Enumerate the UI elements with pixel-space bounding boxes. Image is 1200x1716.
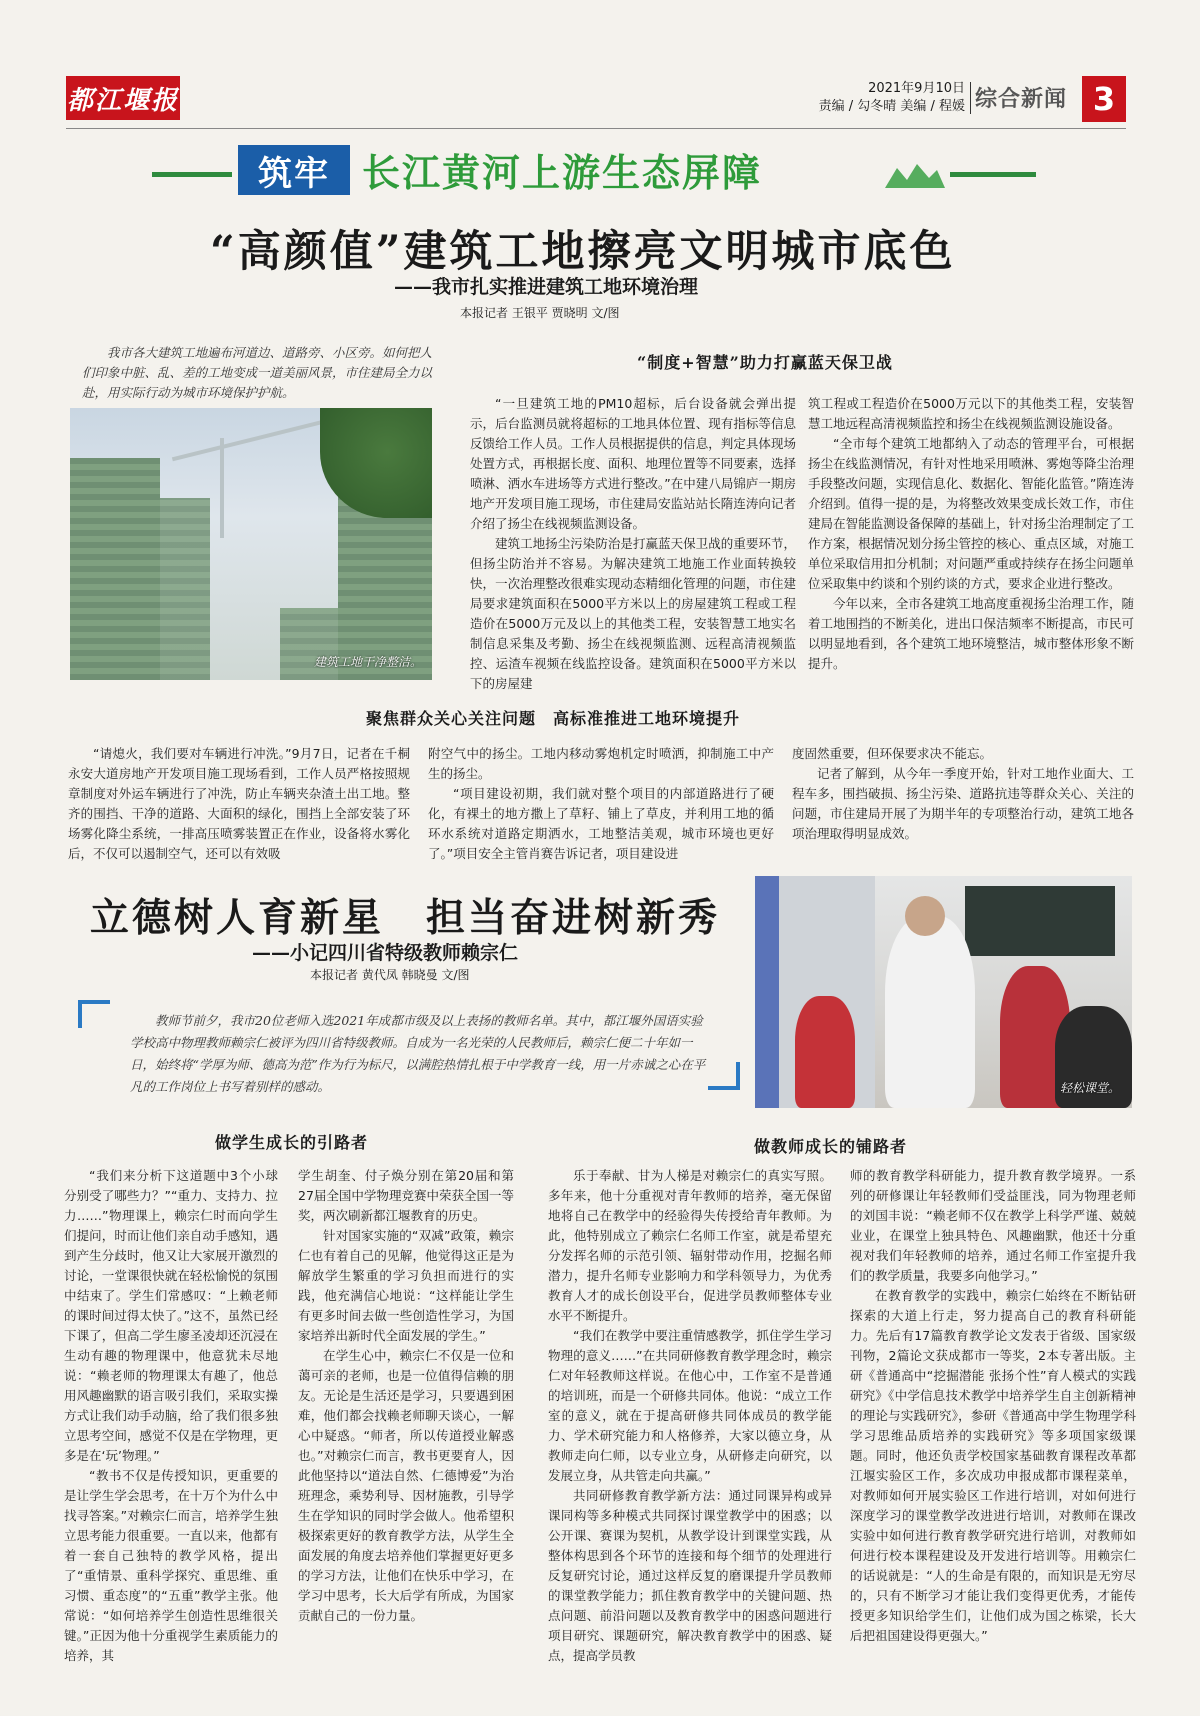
article1-column3 bbox=[68, 744, 410, 864]
banner-line-right bbox=[950, 172, 1036, 177]
article2-section2-title: 做教师成长的铺路者 bbox=[754, 1137, 908, 1156]
article1-section1-title: “制度+智慧”助力打赢蓝天保卫战 bbox=[637, 353, 893, 372]
paragraph: “一旦建筑工地的PM10超标，后台设备就会弹出提示，后台监测员就将超标的工地具体位置、现有指标等信息反馈给工作人员。工作人员根据提供的信息，判定具体现场处置方式，再根据长度、面积、地理位置等不同要素，选择喷淋、洒水车进场等方式进行整改。”在中建八局锦庐一期房地产开发项目施工现场，市住建局安监站站长隋连涛向记者介绍了扬尘在线视频监测设备。 bbox=[470, 396, 796, 531]
mountain-icon bbox=[885, 158, 945, 188]
construction-photo bbox=[70, 408, 432, 680]
paragraph: 共同研修教育教学新方法：通过同课异构或异课同构等多种模式共同探讨课堂教学中的困惑；以公开课、赛课为契机，从教学设计到课堂实践，从整体构思到各个环节的连接和每个细节的处理进行反复研究讨论，通过这样反复的磨课提升学员教师的课堂教学能力；抓住教育教学中的关键问题、热点问题、前沿问题以及教育教学中的困惑问题进行项目研究、课题研究，解决教育教学中的困惑、疑点，提高学员教 bbox=[548, 1488, 832, 1663]
article2-lede: 教师节前夕，我市20位老师入选2021年成都市级及以上表扬的教师名单。其中，都江堰外国语实验学校高中物理教师赖宗仁被评为四川省特级教师。自成为一名光荣的人民教师后，赖宗仁便二十年如一日，始终将“学厚为师、德高为范”作为行为标尺，以满腔热情扎根于中学教育一线，用一片赤诚之心在平凡的工作岗位上书写着别样的感动。 bbox=[130, 1013, 706, 1094]
article2-byline: 本报记者 黄代凤 韩晓曼 文/图 bbox=[310, 968, 470, 982]
article2-subtitle: ——小记四川省特级教师赖宗仁 bbox=[252, 942, 519, 964]
article1-lede: 我市各大建筑工地遍布河道边、道路旁、小区旁。如何把人们印象中脏、乱、差的工地变成一道美丽风景，市住建局全力以赴，用实际行动为城市环境保护护航。 bbox=[82, 345, 433, 400]
photo2-caption: 轻松课堂。 bbox=[1059, 1081, 1120, 1095]
article1-byline: 本报记者 王银平 贾晓明 文/图 bbox=[460, 306, 620, 320]
article1-subtitle: ——我市扎实推进建筑工地环境治理 bbox=[394, 276, 699, 298]
paragraph: 建筑工地扬尘污染防治是打赢蓝天保卫战的重要环节，但扬尘防治并不容易。为解决建筑工地施工作业面转换较快，一次治理整改很难实现动态精细化管理的问题，市住建局要求建筑面积在5000平方米以上的房屋建筑工程或工程造价在5000万元及以上的其他类工程，安装智慧工地实名制信息采集及考勤、扬尘在线视频监测、远程高清视频监控、运渣车视频在线监控设备。建筑面积在5000平方米以下的房屋建 bbox=[470, 536, 796, 691]
article1-column1 bbox=[470, 394, 796, 691]
photo1-caption: 建筑工地干净整洁。 bbox=[313, 655, 422, 669]
lede-bracket-bottom-right bbox=[708, 1062, 740, 1090]
classroom-photo bbox=[755, 876, 1132, 1108]
article2-column3 bbox=[548, 1166, 832, 1676]
header-info bbox=[805, 80, 965, 116]
paragraph: 学生胡奎、付子焕分别在第20届和第27届全国中学物理竞赛中荣获全国一等奖，两次刷新都江堰教育的历史。 bbox=[298, 1168, 514, 1223]
section-name: 综合新闻 bbox=[975, 87, 1068, 112]
article1-column2 bbox=[808, 394, 1134, 680]
banner-title: 长江黄河上游生态屏障 bbox=[362, 151, 763, 195]
article1-section2-title: 聚焦群众关心关注问题 高标准推进工地环境提升 bbox=[366, 709, 741, 728]
paragraph: “请熄火，我们要对车辆进行冲洗。”9月7日，记者在千桐永安大道房地产开发项目施工现场看到，工作人员严格按照规章制度对外运车辆进行了冲洗，防止车辆夹杂渣土出工地。整齐的围挡、干净的道路、大面积的绿化，围挡上全部安装了环场雾化降尘系统，一排高压喷雾装置正在作业，设备将水雾化后，不仅可以遏制空气，还可以有效吸 bbox=[68, 746, 410, 861]
paragraph: “我们在教学中要注重情感教学，抓住学生学习物理的意义……”在共同研修教育教学理念时，赖宗仁对年轻教师这样说。在他心中，工作室不是普通的培训班，而是一个研修共同体。他说：“成立工作室的意义，就在于提高研修共同体成员的教学能力、学术研究能力和人格修养，大家以德立身，从教师走向仁师，以专业立身，从研修走向研究，以发展立身，从共管走向共赢。” bbox=[548, 1328, 832, 1483]
banner-box: 筑牢 bbox=[238, 145, 350, 195]
paragraph: 度固然重要，但环保要求决不能忘。 bbox=[792, 746, 993, 761]
page-number: 3 bbox=[1082, 76, 1126, 122]
paragraph: 师的教育教学科研能力，提升教育教学境界。一系列的研修课让年轻教师们受益匪浅，同为物理老师的刘国丰说：“赖老师不仅在教学上科学严谨、兢兢业业，在课堂上独具特色、风趣幽默，他还十分重视对我们年轻教师的培养，通过名师工作室提升我们的教学质量，我要多向他学习。” bbox=[850, 1168, 1136, 1283]
editors: 责编 / 勾冬晴 美编 / 程媛 bbox=[818, 99, 965, 114]
issue-date: 2021年9月10日 bbox=[868, 81, 965, 96]
header-rule bbox=[66, 128, 1126, 129]
paragraph: 针对国家实施的“双减”政策，赖宗仁也有着自己的见解，他觉得这正是为解放学生繁重的学习负担而进行的实践，他充满信心地说：“这样能让学生有更多时间去做一些创造性学习，为国家培养出新时代全面发展的学生。” bbox=[298, 1228, 514, 1343]
article1-title: “高颜值”建筑工地擦亮文明城市底色 bbox=[210, 227, 956, 277]
article1-column4 bbox=[428, 744, 774, 864]
article2-title: 立德树人育新星 担当奋进树新秀 bbox=[90, 895, 721, 941]
paragraph: 筑工程或工程造价在5000万元以下的其他类工程，安装智慧工地远程高清视频监控和扬尘在线视频监测设施设备。 bbox=[808, 396, 1134, 431]
article2-column4 bbox=[850, 1166, 1136, 1676]
paragraph: 乐于奉献、甘为人梯是对赖宗仁的真实写照。多年来，他十分重视对青年教师的培养，毫无保留地将自己在教学中的经验得失传授给青年教师。为此，他特别成立了赖宗仁名师工作室，就是希望充分发挥名师的示范引领、辐射带动作用，挖掘名师潜力，提升名师专业影响力和学科领导力，为优秀教育人才的成长创设平台，促进学员教师整体专业水平不断提升。 bbox=[548, 1168, 832, 1323]
article2-column1 bbox=[64, 1166, 278, 1676]
paragraph: 今年以来，全市各建筑工地高度重视扬尘治理工作，随着工地围挡的不断美化，进出口保洁频率不断提高，市民可以明显地看到，各个建筑工地环境整洁，城市整体形象不断提升。 bbox=[808, 596, 1134, 671]
paragraph: “项目建设初期，我们就对整个项目的内部道路进行了硬化，有裸土的地方撒上了草籽、铺上了草皮，并利用工地的循环水系统对道路定期洒水，工地整洁美观，城市环境也更好了。”项目安全主管肖赛告诉记者，项目建设进 bbox=[428, 786, 774, 861]
paragraph: 在教育教学的实践中，赖宗仁始终在不断钻研探索的大道上行走，努力提高自己的教育科研能力。先后有17篇教育教学论文发表于省级、国家级刊物，2篇论文获成都市一等奖，2本专著出版。主研《普通高中“挖掘潜能 张扬个性”育人模式的实践研究》《中学信息技术教学中培养学生自主创新精神的理论与实践研究》，参研《普通高中学生物理学科学习思维品质培养的实践研究》等多项国家级课题。同时，他还负责学校国家基础教育课程改革都江堰实验区工作，多次成功申报成都市课程菜单，对教师如何开展实验区工作进行培训，对如何进行深度学习的课堂教学改进进行培训，对教师在课改实验中如何进行教育教学研究进行培训，对教师如何进行校本课程建设及开发进行培训等。用赖宗仁的话说就是：“人的生命是有限的，而知识是无穷尽的，只有不断学习才能让我们变得更优秀，才能传授更多知识给学生们，让他们成为国之栋梁，长大后把祖国建设得更强大。” bbox=[850, 1288, 1136, 1643]
article1-column5 bbox=[792, 744, 1134, 864]
newspaper-logo: 都江堰报 bbox=[66, 76, 180, 120]
header-divider bbox=[970, 82, 971, 114]
article2-column2 bbox=[298, 1166, 514, 1676]
paragraph: 在学生心中，赖宗仁不仅是一位和蔼可亲的老师，也是一位值得信赖的朋友。无论是生活还是学习，只要遇到困难，他们都会找赖老师聊天谈心，一解心中疑惑。“师者，所以传道授业解惑也。”对赖宗仁而言，教书更要育人，因此他坚持以“道法自然、仁德博爱”为治班理念，乘势利导、因材施教，引导学生在学知识的同时学会做人。他希望积极探索更好的教育教学方法，从学生全面发展的角度去培养他们掌握更好更多的学习方法，让他们在快乐中学习，在学习中思考，长大后学有所成，为国家贡献自己的一份力量。 bbox=[298, 1348, 514, 1623]
paragraph: “教书不仅是传授知识，更重要的是让学生学会思考，在十万个为什么中找寻答案。”对赖宗仁而言，培养学生独立思考能力很重要。一直以来，他都有着一套自己独特的教学风格，提出了“重情景、重科学探究、重思维、重习惯、重态度”的“五重”教学主张。他常说：“如何培养学生创造性思维很关键。”正因为他十分重视学生素质能力的培养，其 bbox=[64, 1468, 278, 1663]
paragraph: 附空气中的扬尘。工地内移动雾炮机定时喷洒，抑制施工中产生的扬尘。 bbox=[428, 746, 774, 781]
article2-section1-title: 做学生成长的引路者 bbox=[215, 1133, 369, 1152]
lede-bracket-top-left bbox=[78, 1000, 110, 1028]
banner-line-left bbox=[152, 172, 232, 177]
paragraph: “我们来分析下这道题中3个小球分别受了哪些力？”“重力、支持力、拉力……”物理课上，赖宗仁时而向学生们提问，时而让他们亲自动手感知，遇到产生分歧时，他又让大家展开激烈的讨论，一堂课很快就在轻松愉悦的氛围中结束了。学生们常感叹：“上赖老师的课时间过得太快了。”这不，虽然已经下课了，但高二学生廖圣凌却还沉浸在生动有趣的物理课中，他意犹未尽地说：“赖老师的物理课太有趣了，他总用风趣幽默的语言吸引我们，采取实操方式让我们动手动脑，给了我们很多独立思考空间，感觉不仅是在学物理，更多是在‘玩’物理。” bbox=[64, 1168, 278, 1463]
paragraph: 记者了解到，从今年一季度开始，针对工地作业面大、工程车多，围挡破损、扬尘污染、道路抗违等群众关心、关注的问题，市住建局开展了为期半年的专项整治行动，建筑工地各项治理取得明显成效。 bbox=[792, 766, 1134, 841]
paragraph: “全市每个建筑工地都纳入了动态的管理平台，可根据扬尘在线监测情况，有针对性地采用喷淋、雾炮等降尘治理手段整改问题，实现信息化、数据化、智能化监管。”隋连涛介绍到。值得一提的是，为将整改效果变成长效工作，市住建局在智能监测设备保障的基础上，针对扬尘治理制定了工作方案，根据情况划分扬尘管控的核心、重点区域，对施工单位采取信用扣分机制；对问题严重或持续存在扬尘问题单位采取集中约谈和个别约谈的方式，要求企业进行整改。 bbox=[808, 436, 1134, 591]
